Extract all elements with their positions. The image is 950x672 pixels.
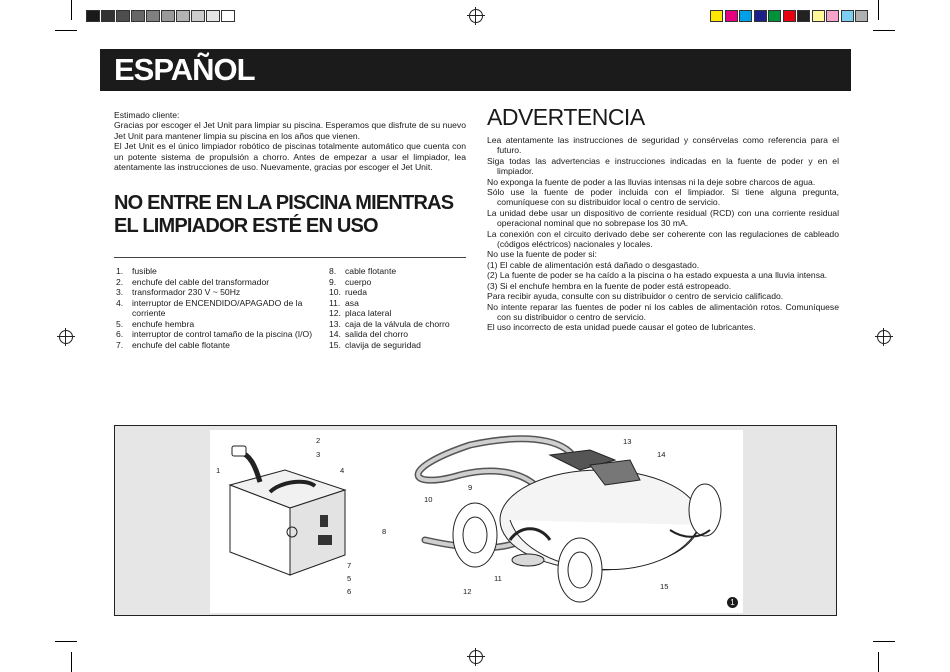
crop-mark (873, 30, 895, 31)
part-number: 11. (329, 297, 341, 308)
print-swatch (206, 10, 220, 22)
part-number: 9. (329, 276, 337, 287)
pool-warning-heading (114, 192, 474, 238)
crop-mark (55, 30, 77, 31)
part-number: 15. (329, 339, 341, 350)
print-swatch (221, 10, 235, 22)
callout-11: 11 (494, 574, 502, 583)
print-swatch (101, 10, 115, 22)
part-item (116, 277, 316, 288)
warning-line: No use la fuente de poder si: (487, 249, 597, 260)
language-banner (100, 49, 851, 91)
part-label: placa lateral (345, 308, 392, 318)
crop-mark (71, 652, 72, 672)
part-label: clavija de seguridad (345, 339, 421, 350)
side-plate (512, 554, 544, 566)
part-number: 5. (116, 318, 124, 329)
part-item (329, 266, 479, 277)
part-label: enchufe del cable del transformador (132, 276, 270, 287)
callout-13: 13 (623, 437, 632, 446)
part-label: transformador 230 V ~ 50Hz (132, 287, 241, 297)
warning-line: (3) Si el enchufe hembra en la fuente de poder está estropeado. (487, 280, 732, 291)
print-swatch (176, 10, 190, 22)
pool-warning-line: EL LIMPIADOR ESTÉ EN USO (114, 215, 378, 237)
print-swatch (841, 10, 854, 22)
part-number: 14. (329, 329, 341, 339)
warning-title: ADVERTENCIA (487, 104, 645, 130)
warning-line: (2) La fuente de poder se ha caído a la piscina o ha estado expuesta a una lluvia intensa. (487, 270, 828, 281)
callout-9: 9 (468, 483, 473, 492)
warning-line: Para recibir ayuda, consulte con su distribuidor o centro de servicio calificado. (487, 291, 784, 302)
print-swatch (146, 10, 160, 22)
callout-8: 8 (382, 527, 387, 536)
part-label: cable flotante (345, 266, 397, 276)
part-item (116, 266, 316, 277)
callout-10: 10 (424, 495, 433, 504)
diagram-canvas (210, 430, 743, 613)
part-label: salida del chorro (345, 329, 409, 339)
part-label: cuerpo (345, 276, 372, 287)
divider (114, 257, 466, 258)
warning-line: Sólo use la fuente de poder incluida con el limpiador. Si tiene alguna pregunta, comuníquese con su distribuidor local o centro de servicio. (487, 187, 839, 208)
part-number: 10. (329, 287, 341, 297)
print-swatch (116, 10, 130, 22)
part-label: rueda (345, 287, 367, 297)
callout-2: 2 (316, 436, 321, 445)
part-number: 7. (116, 339, 124, 350)
pool-warning-line: NO ENTRE EN LA PISCINA MIENTRAS (114, 192, 454, 214)
wheel (689, 484, 721, 536)
part-item (116, 298, 316, 319)
registration-mark-icon (469, 650, 483, 664)
part-number: 1. (116, 266, 124, 276)
power-plug-icon (232, 446, 246, 456)
print-swatch (710, 10, 723, 22)
warning-line: Lea atentamente las instrucciones de seguridad y consérvelas como referencia para el futuro. (487, 135, 839, 156)
print-swatch (86, 10, 100, 22)
part-item (329, 340, 479, 351)
warning-line: Siga todas las advertencias e instrucciones indicadas en la fuente de poder y en el limpiador. (487, 155, 839, 177)
crop-mark (873, 641, 895, 642)
warning-line: El uso incorrecto de esta unidad puede causar el goteo de lubricantes. (487, 322, 756, 333)
print-swatch (754, 10, 767, 22)
warning-line: No intente reparar las fuentes de poder ni los cables de alimentación rotos. Comuníquese con su distribuidor o centro de servicio. (487, 301, 839, 322)
warning-line: La conexión con el circuito derivado debe ser coherente con las regulaciones de cableado (códigos eléctricos) nacionales y locales. (487, 228, 839, 250)
callout-12: 12 (463, 587, 472, 596)
wheel (558, 538, 602, 602)
part-number: 3. (116, 287, 124, 297)
print-swatch (725, 10, 738, 22)
callout-6: 6 (347, 587, 352, 596)
part-label: caja de la válvula de chorro (345, 318, 450, 329)
part-label: fusible (132, 266, 157, 276)
print-swatch (131, 10, 145, 22)
callout-7: 7 (347, 561, 352, 570)
crop-mark (55, 641, 77, 642)
print-swatch (768, 10, 781, 22)
intro-paragraph: Estimado cliente: (114, 110, 180, 120)
wheel (453, 503, 497, 567)
crop-mark (878, 652, 879, 672)
part-item (329, 308, 479, 319)
part-item (116, 319, 316, 330)
part-label: interruptor de control tamaño de la piscina (I/O) (132, 329, 313, 339)
print-swatch (161, 10, 175, 22)
part-label: asa (345, 297, 359, 308)
part-label: enchufe hembra (132, 318, 195, 329)
part-number: 4. (116, 297, 124, 308)
part-item (329, 319, 479, 330)
registration-mark-icon (469, 9, 483, 23)
warning-line: La unidad debe usar un dispositivo de corriente residual (RCD) con una corriente residual operacional nominal que no sobrepase los 30 mA. (487, 207, 839, 229)
part-item (329, 329, 479, 340)
callout-15: 15 (660, 582, 669, 591)
print-swatch (739, 10, 752, 22)
part-number: 12. (329, 308, 341, 318)
print-swatch (783, 10, 796, 22)
banner-title: ESPAÑOL (114, 52, 255, 87)
part-number: 13. (329, 318, 341, 329)
warning-line: (1) El cable de alimentación está dañado o desgastado. (487, 259, 700, 270)
product-diagram (114, 425, 837, 616)
callout-4: 4 (340, 466, 345, 475)
print-swatch (191, 10, 205, 22)
callout-5: 5 (347, 574, 352, 583)
print-swatch (826, 10, 839, 22)
cable-plug-icon (318, 535, 332, 545)
intro-text (114, 110, 466, 172)
crop-mark (878, 0, 879, 20)
callout-14: 14 (657, 450, 666, 459)
crop-mark (71, 0, 72, 20)
callout-3: 3 (316, 450, 321, 459)
part-item (116, 287, 316, 298)
parts-list-right (329, 266, 479, 350)
part-label: interruptor de ENCENDIDO/APAGADO de la corriente (132, 297, 303, 318)
print-swatch (855, 10, 868, 22)
part-label: enchufe del cable flotante (132, 339, 230, 350)
registration-mark-icon (877, 330, 891, 344)
part-item (329, 277, 479, 288)
power-switch-icon (320, 515, 328, 527)
figure-number-badge: 1 (727, 597, 738, 608)
part-number: 8. (329, 266, 337, 276)
intro-paragraph: El Jet Unit es el único limpiador robótico de piscinas totalmente automático que cuenta con un potente sistema de propulsión a chorro. Antes de empezar a usar el limpiador, lea atentamente las instrucciones de uso. Nuevamente, gracias por escoger el Jet Unit. (114, 141, 466, 173)
registration-mark-icon (59, 330, 73, 344)
part-item (116, 340, 316, 351)
part-item (116, 329, 316, 340)
print-swatch (797, 10, 810, 22)
part-item (329, 298, 479, 309)
part-number: 6. (116, 329, 124, 339)
intro-paragraph: Gracias por escoger el Jet Unit para limpiar su piscina. Esperamos que disfrute de su nuevo Jet Unit para mantener limpia su piscina en los años que vienen. (114, 120, 466, 141)
parts-list-left (116, 266, 316, 350)
print-swatch (812, 10, 825, 22)
part-number: 2. (116, 276, 124, 287)
warning-body (487, 135, 839, 333)
part-item (329, 287, 479, 298)
warning-line: No exponga la fuente de poder a las lluvias intensas ni la deje sobre charcos de agua. (487, 176, 816, 187)
callout-1: 1 (216, 466, 221, 475)
